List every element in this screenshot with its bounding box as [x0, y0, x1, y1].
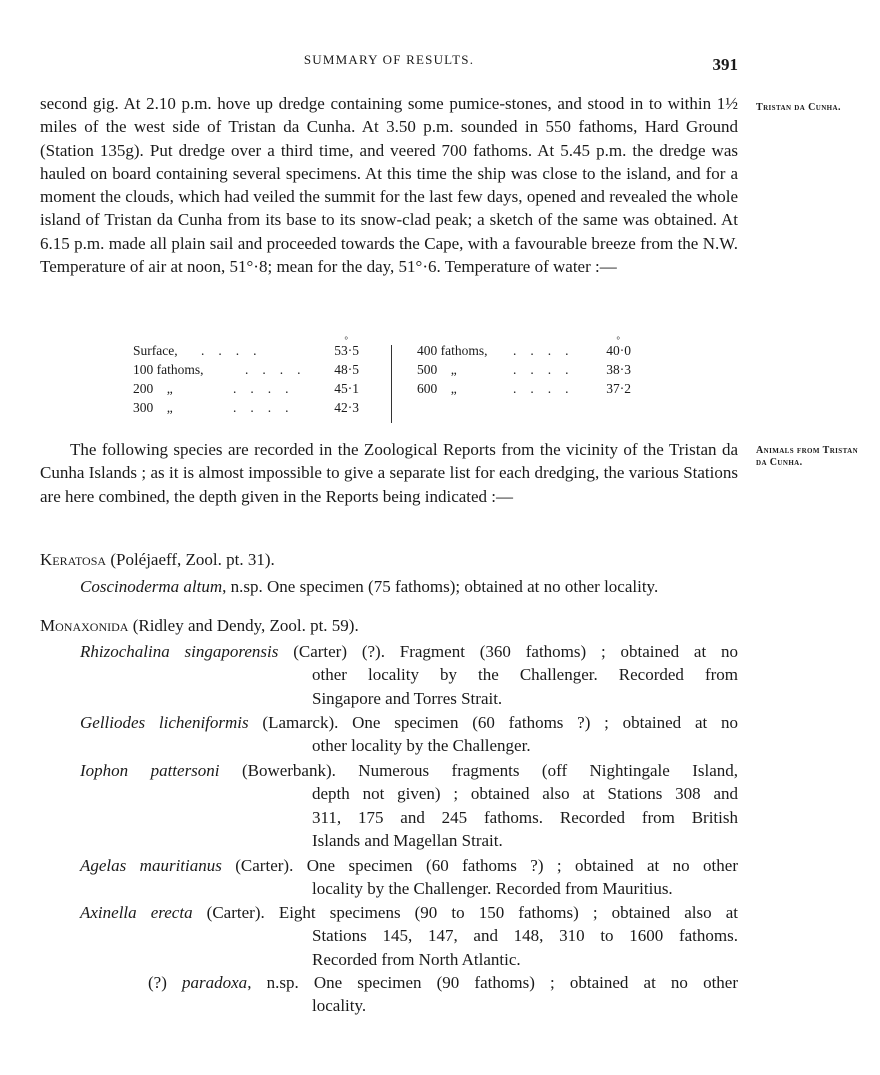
degree-mark: °	[616, 335, 620, 345]
entry-text: (Carter) (?). Fragment (360 fathoms) ; obtained at no	[278, 642, 739, 661]
temperature-row	[133, 381, 373, 400]
group-authority: (Poléjaeff, Zool. pt. 31).	[106, 550, 275, 569]
leader-dots: ....	[233, 400, 303, 415]
entry-text: 311, 175 and 245 fathoms. Recorded from British	[312, 807, 738, 827]
group-authority: (Ridley and Dendy, Zool. pt. 59).	[128, 616, 359, 635]
temperature-row	[133, 343, 373, 362]
table-divider	[391, 345, 392, 423]
species-entry-iophon	[80, 759, 738, 852]
voyage-narrative-paragraph: second gig. At 2.10 p.m. hove up dredge containing some pumice-stones, and stood in to within 1½ miles of the west side of Tristan da Cunha. At 3.50 p.m. sounded in 550 fathoms, Hard Ground (Station 135g). Put dredge over a third time, and veered 700 fathoms. At 5.45 p.m. the dredge was hauled on board containing several specimens. At this time the ship was close to the island, and for a moment the clouds, which had veiled the summit for the last few days, opened and revealed the whole island of Tristan da Cunha from its base to its snow-clad peak; a sketch of the same was obtained. At 6.15 p.m. made all plain sail and proceeded towards the Cape, with a favourable breeze from the N.W. Temperature of air at noon, 51°·8; mean for the day, 51°·6. Temperature of water :—	[40, 94, 738, 277]
leader-dots: ....	[513, 362, 583, 377]
entry-text: (Carter). Eight specimens (90 to 150 fathoms) ; obtained also at	[192, 903, 739, 922]
margin-note-animals: Animals from Tristan da Cunha.	[756, 445, 859, 468]
temperature-row	[417, 343, 673, 362]
leader-dots: ....	[201, 343, 271, 358]
temperature-value: 37·2	[606, 381, 631, 396]
temperature-value: 45·1	[334, 381, 359, 396]
taxon-name: paradoxa	[182, 973, 248, 992]
taxon-name: Gelliodes licheniformis	[80, 713, 249, 732]
group-heading-keratosa	[40, 548, 738, 571]
temperature-row	[417, 381, 673, 400]
leader-dots: ....	[245, 362, 315, 377]
temperature-value: 53·5	[334, 343, 359, 358]
group-name: Monaxonida	[40, 616, 129, 635]
temperature-column-right	[417, 335, 673, 400]
entry-text: locality.	[312, 996, 367, 1016]
entry-text: Islands and Magellan Strait.	[312, 830, 503, 850]
taxon-name: Agelas mauritianus	[80, 856, 222, 875]
depth-label: 300 „	[133, 400, 173, 415]
entry-text: other locality by the Challenger.	[312, 736, 531, 756]
degree-mark: °	[344, 335, 348, 345]
temperature-row	[133, 400, 373, 419]
entry-text: Stations 145, 147, and 148, 310 to 1600 fathoms.	[312, 926, 738, 946]
depth-label: 400 fathoms,	[417, 343, 488, 358]
depth-label: 200 „	[133, 381, 173, 396]
species-entry-paradoxa	[148, 971, 738, 1018]
taxon-name: Iophon pattersoni	[80, 761, 220, 780]
margin-note-tristan: Tristan da Cunha.	[756, 102, 841, 113]
depth-label: 100 fathoms,	[133, 362, 204, 377]
temperature-column-left	[133, 335, 373, 419]
species-entry-axinella	[80, 901, 738, 971]
depth-label: 600 „	[417, 381, 457, 396]
entry-text: (Lamarck). One specimen (60 fathoms ?) ; obtained at no	[248, 713, 738, 732]
entry-text: Recorded from North Atlantic.	[312, 949, 521, 969]
temperature-value: 38·3	[606, 362, 631, 377]
species-intro-paragraph: The following species are recorded in the Zoological Reports from the vicinity of the Tristan da Cunha Islands ; as it is almost impossible to give a separate list for each dredging, the various Stations are here combined, the depth given in the Reports being indicated :—	[40, 440, 738, 506]
temperature-value: 42·3	[334, 400, 359, 415]
depth-label: 500 „	[417, 362, 457, 377]
uncertain-prefix: (?)	[148, 973, 183, 992]
species-entry-agelas	[80, 854, 738, 901]
entry-text: depth not given) ; obtained also at Stations 308 and	[312, 784, 738, 804]
entry-text: Singapore and Torres Strait.	[312, 688, 503, 708]
water-temperature-table	[133, 337, 673, 423]
temperature-value: 40·0	[606, 343, 631, 358]
taxon-name: Axinella erecta	[80, 903, 193, 922]
species-entry-coscinoderma	[80, 575, 738, 598]
temperature-value: 48·5	[334, 362, 359, 377]
temperature-row	[417, 362, 673, 381]
entry-text: locality by the Challenger. Recorded from Mauritius.	[312, 879, 673, 899]
entry-text: other locality by the Challenger. Recorded from	[312, 665, 738, 685]
group-name: Keratosa	[40, 550, 107, 569]
depth-label: Surface,	[133, 343, 178, 358]
entry-text: (Bowerbank). Numerous fragments (off Nightingale Island,	[219, 761, 738, 780]
leader-dots: ....	[513, 381, 583, 396]
taxon-name: Rhizochalina singaporensis	[80, 642, 279, 661]
leader-dots: ....	[513, 343, 583, 358]
taxon-name: Coscinoderma altum	[80, 577, 223, 596]
entry-text: (Carter). One specimen (60 fathoms ?) ; obtained at no other	[221, 856, 738, 875]
group-heading-monaxonida	[40, 614, 738, 637]
temperature-row	[133, 362, 373, 381]
entry-text: , n.sp. One specimen (90 fathoms) ; obtained at no other	[247, 973, 739, 992]
running-title: SUMMARY OF RESULTS.	[303, 52, 475, 67]
species-entry-gelliodes	[80, 711, 738, 758]
entry-text: , n.sp. One specimen (75 fathoms); obtained at no other locality.	[222, 577, 659, 596]
page-number: 391	[712, 55, 738, 74]
species-entry-rhizochalina	[80, 640, 738, 710]
leader-dots: ....	[233, 381, 303, 396]
